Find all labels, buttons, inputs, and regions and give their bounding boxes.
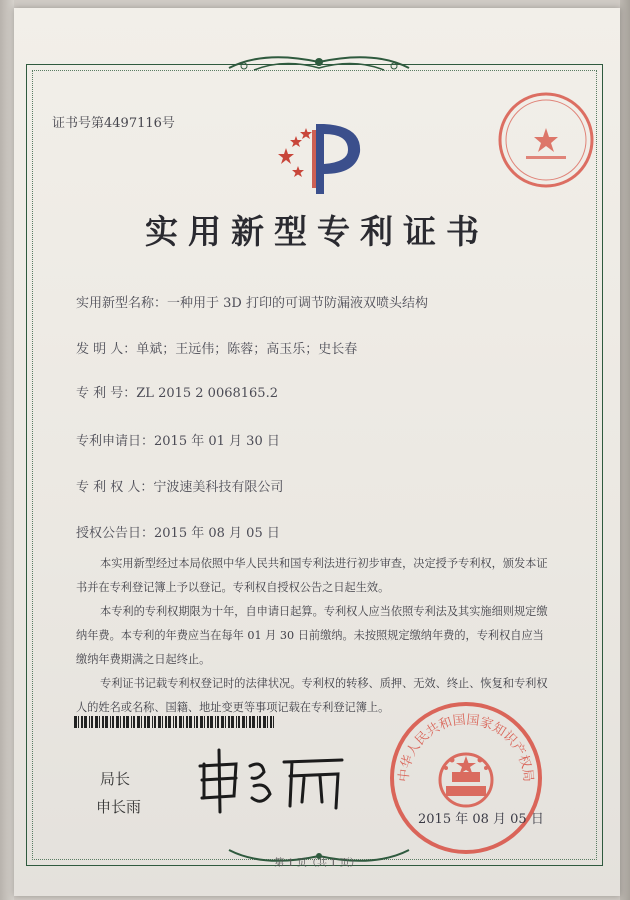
inventor-value: 单斌；王远伟；陈蓉；高玉乐；史长春 bbox=[136, 342, 358, 357]
barcode-bar bbox=[263, 716, 266, 728]
certificate-body-text bbox=[76, 552, 554, 720]
barcode-bar bbox=[231, 716, 234, 728]
barcode-bar bbox=[147, 716, 150, 728]
barcode-bar bbox=[200, 716, 203, 728]
barcode-bar bbox=[246, 716, 247, 728]
director-signature-icon bbox=[192, 746, 352, 816]
barcode-bar bbox=[144, 716, 146, 728]
barcode-bar bbox=[210, 716, 213, 728]
barcode-bar bbox=[194, 716, 195, 728]
barcode-bar bbox=[215, 716, 216, 728]
barcode-bar bbox=[252, 716, 255, 728]
barcode-bar bbox=[165, 716, 167, 728]
grant-publication-date-value: 2015 年 08 月 05 日 bbox=[154, 526, 280, 541]
barcode-bar bbox=[120, 716, 121, 728]
barcode-bar bbox=[123, 716, 125, 728]
body-paragraph: 本专利的专利权期限为十年，自申请日起算。专利权人应当依照专利法及其实施细则规定缴纳年费。本专利的年费应当在每年 01 月 30 日前缴纳。未按照规定缴纳年费的，专利权自应当缴纳年费期满之日起终止。 bbox=[76, 605, 548, 666]
barcode-bar bbox=[179, 716, 182, 728]
barcode-bar bbox=[236, 716, 237, 728]
barcode-bar bbox=[116, 716, 119, 728]
application-date-row bbox=[76, 430, 280, 449]
barcode-bar bbox=[105, 716, 108, 728]
barcode-bar bbox=[102, 716, 104, 728]
barcode-bar bbox=[204, 716, 205, 728]
director-name: 申长雨 bbox=[96, 798, 142, 816]
patent-number-row bbox=[76, 382, 278, 401]
barcode-bar bbox=[162, 716, 163, 728]
barcode-bar bbox=[238, 716, 240, 728]
barcode-bar bbox=[78, 716, 79, 728]
barcode-icon bbox=[74, 716, 274, 728]
barcode-bar bbox=[207, 716, 209, 728]
barcode-bar bbox=[95, 716, 98, 728]
top-ornament-icon bbox=[224, 48, 414, 78]
issue-date: 2015 年 08 月 05 日 bbox=[418, 812, 544, 827]
grant-publication-date-label: 授权公告日： bbox=[76, 526, 155, 541]
barcode-bar bbox=[189, 716, 192, 728]
barcode-bar bbox=[228, 716, 230, 728]
application-date-value: 2015 年 01 月 30 日 bbox=[154, 434, 280, 449]
barcode-bar bbox=[217, 716, 219, 728]
barcode-bar bbox=[110, 716, 111, 728]
barcode-bar bbox=[158, 716, 161, 728]
patentee-row bbox=[76, 476, 283, 495]
barcode-bar bbox=[259, 716, 261, 728]
seal-text: 中华人民共和国国家知识产权局 bbox=[396, 712, 536, 783]
utility-model-name-value: 一种用于 3D 打印的可调节防漏液双喷头结构 bbox=[167, 296, 428, 311]
barcode-bar bbox=[74, 716, 77, 728]
barcode-bar bbox=[267, 716, 268, 728]
grant-publication-date-row bbox=[76, 522, 280, 541]
inventor-row bbox=[76, 338, 357, 357]
barcode-bar bbox=[152, 716, 153, 728]
patent-number-value: ZL 2015 2 0068165.2 bbox=[136, 386, 278, 401]
barcode-bar bbox=[257, 716, 258, 728]
barcode-bar bbox=[137, 716, 140, 728]
document-edge bbox=[620, 0, 630, 900]
barcode-bar bbox=[186, 716, 188, 728]
sipo-official-seal-icon bbox=[386, 698, 546, 858]
barcode-bar bbox=[81, 716, 83, 728]
page-number: 第 1 页（共 1 页） bbox=[274, 858, 360, 869]
barcode-bar bbox=[89, 716, 90, 728]
barcode-bar bbox=[175, 716, 177, 728]
barcode-bar bbox=[270, 716, 272, 728]
inventor-label: 发 明 人： bbox=[76, 342, 137, 357]
barcode-bar bbox=[168, 716, 171, 728]
certificate-number: 证书号第4497116号 bbox=[52, 116, 175, 131]
barcode-bar bbox=[221, 716, 224, 728]
patentee-value: 宁波速美科技有限公司 bbox=[153, 480, 284, 495]
barcode-bar bbox=[242, 716, 245, 728]
director-title: 局长 bbox=[100, 770, 131, 788]
application-date-label: 专利申请日： bbox=[76, 434, 155, 449]
barcode-bar bbox=[273, 716, 274, 728]
barcode-bar bbox=[141, 716, 142, 728]
barcode-bar bbox=[154, 716, 156, 728]
barcode-bar bbox=[225, 716, 226, 728]
barcode-bar bbox=[91, 716, 93, 728]
sipo-logo-icon bbox=[276, 118, 368, 196]
patent-number-label: 专 利 号： bbox=[76, 386, 137, 401]
barcode-bar bbox=[196, 716, 198, 728]
barcode-bar bbox=[133, 716, 135, 728]
barcode-bar bbox=[173, 716, 174, 728]
barcode-bar bbox=[99, 716, 100, 728]
utility-model-name-label: 实用新型名称： bbox=[76, 296, 168, 311]
barcode-bar bbox=[183, 716, 184, 728]
barcode-bar bbox=[131, 716, 132, 728]
agency-seal-icon bbox=[496, 90, 596, 190]
patentee-label: 专 利 权 人： bbox=[76, 480, 154, 495]
document-spine bbox=[0, 0, 14, 900]
barcode-bar bbox=[126, 716, 129, 728]
certificate-page bbox=[14, 8, 620, 896]
certificate-title: 实用新型专利证书 bbox=[145, 212, 489, 251]
barcode-bar bbox=[112, 716, 114, 728]
barcode-bar bbox=[84, 716, 87, 728]
barcode-bar bbox=[249, 716, 251, 728]
body-paragraph: 本实用新型经过本局依照中华人民共和国专利法进行初步审查，决定授予专利权，颁发本证书并在专利登记簿上予以登记。专利权自授权公告之日起生效。 bbox=[76, 557, 548, 594]
body-paragraph: 专利证书记载专利权登记时的法律状况。专利权的转移、质押、无效、终止、恢复和专利权人的姓名或名称、国籍、地址变更等事项记载在专利登记簿上。 bbox=[76, 677, 548, 714]
utility-model-name-row bbox=[76, 292, 428, 311]
